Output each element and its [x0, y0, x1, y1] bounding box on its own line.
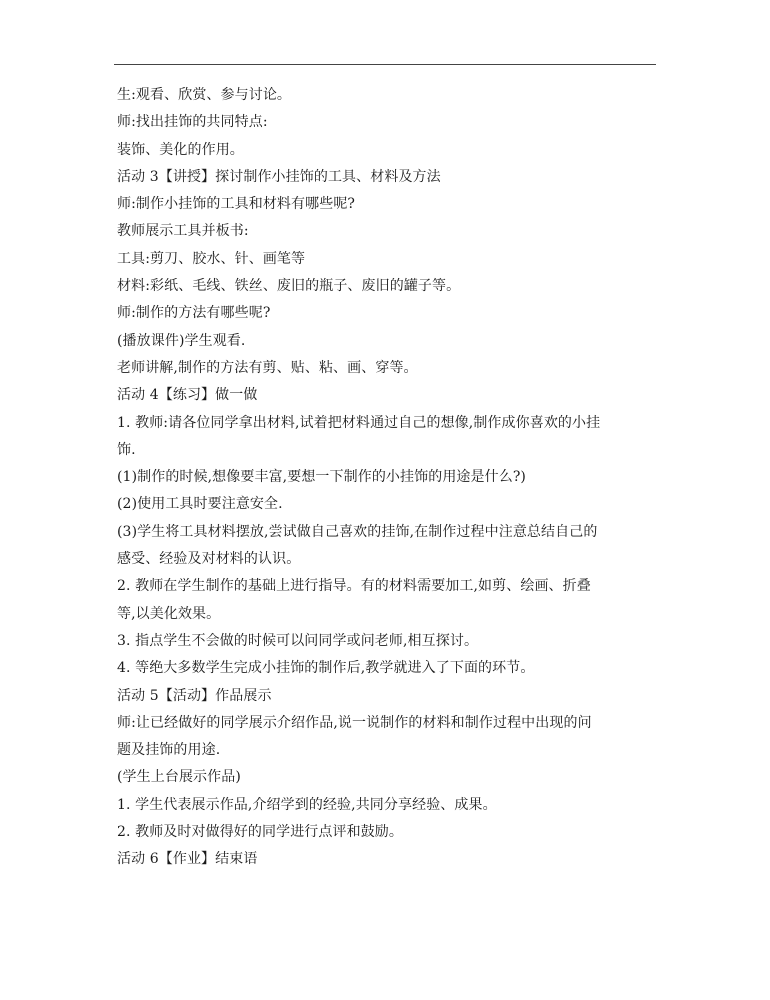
text-line: 1. 教师:请各位同学拿出材料,试着把材料通过自己的想像,制作成你喜欢的小挂	[117, 414, 601, 431]
activity-heading: 活动 4【练习】做一做	[117, 387, 258, 404]
text-line: 师:制作小挂饰的工具和材料有哪些呢?	[117, 196, 356, 213]
text-line: 等,以美化效果。	[117, 605, 221, 622]
text-line: 师:让已经做好的同学展示介绍作品,说一说制作的材料和制作过程中出现的问	[117, 714, 592, 731]
text-line: 2. 教师在学生制作的基础上进行指导。有的材料需要加工,如剪、绘画、折叠	[117, 578, 591, 595]
text-line: (1)制作的时候,想像要丰富,要想一下制作的小挂饰的用途是什么?)	[117, 469, 526, 486]
text-line: 3. 指点学生不会做的时候可以问同学或问老师,相互探讨。	[117, 632, 479, 649]
text-line: 工具:剪刀、胶水、针、画笔等	[117, 250, 306, 267]
body-text	[117, 82, 657, 874]
text-line: 老师讲解,制作的方法有剪、贴、粘、画、穿等。	[117, 359, 418, 376]
activity-heading: 活动 6【作业】结束语	[117, 851, 258, 868]
text-line: 4. 等绝大多数学生完成小挂饰的制作后,教学就进入了下面的环节。	[117, 660, 535, 677]
text-line: 装饰、美化的作用。	[117, 141, 244, 158]
text-line: 1. 学生代表展示作品,介绍学到的经验,共同分享经验、成果。	[117, 796, 497, 813]
text-line: 生:观看、欣赏、参与讨论。	[117, 87, 292, 103]
text-line: (学生上台展示作品)	[117, 769, 241, 786]
text-line: 题及挂饰的用途.	[117, 742, 221, 759]
text-line: 师:找出挂饰的共同特点:	[117, 114, 268, 131]
header-rule	[114, 64, 656, 65]
text-line: 感受、经验及对材料的认识。	[117, 551, 301, 568]
text-line: (3)学生将工具材料摆放,尝试做自己喜欢的挂饰,在制作过程中注意总结自己的	[117, 523, 598, 540]
text-line: (2)使用工具时要注意安全.	[117, 496, 283, 513]
text-line: 饰.	[117, 441, 136, 458]
text-line: 材料:彩纸、毛线、铁丝、废旧的瓶子、废旧的罐子等。	[117, 278, 461, 295]
text-line: 教师展示工具并板书:	[117, 223, 249, 240]
activity-heading: 活动 5【活动】作品展示	[117, 687, 272, 704]
text-line: 师:制作的方法有哪些呢?	[117, 305, 271, 322]
activity-heading: 活动 3【讲授】探讨制作小挂饰的工具、材料及方法	[117, 168, 441, 185]
text-line: (播放课件)学生观看.	[117, 332, 246, 349]
text-line: 2. 教师及时对做得好的同学进行点评和鼓励。	[117, 824, 404, 841]
